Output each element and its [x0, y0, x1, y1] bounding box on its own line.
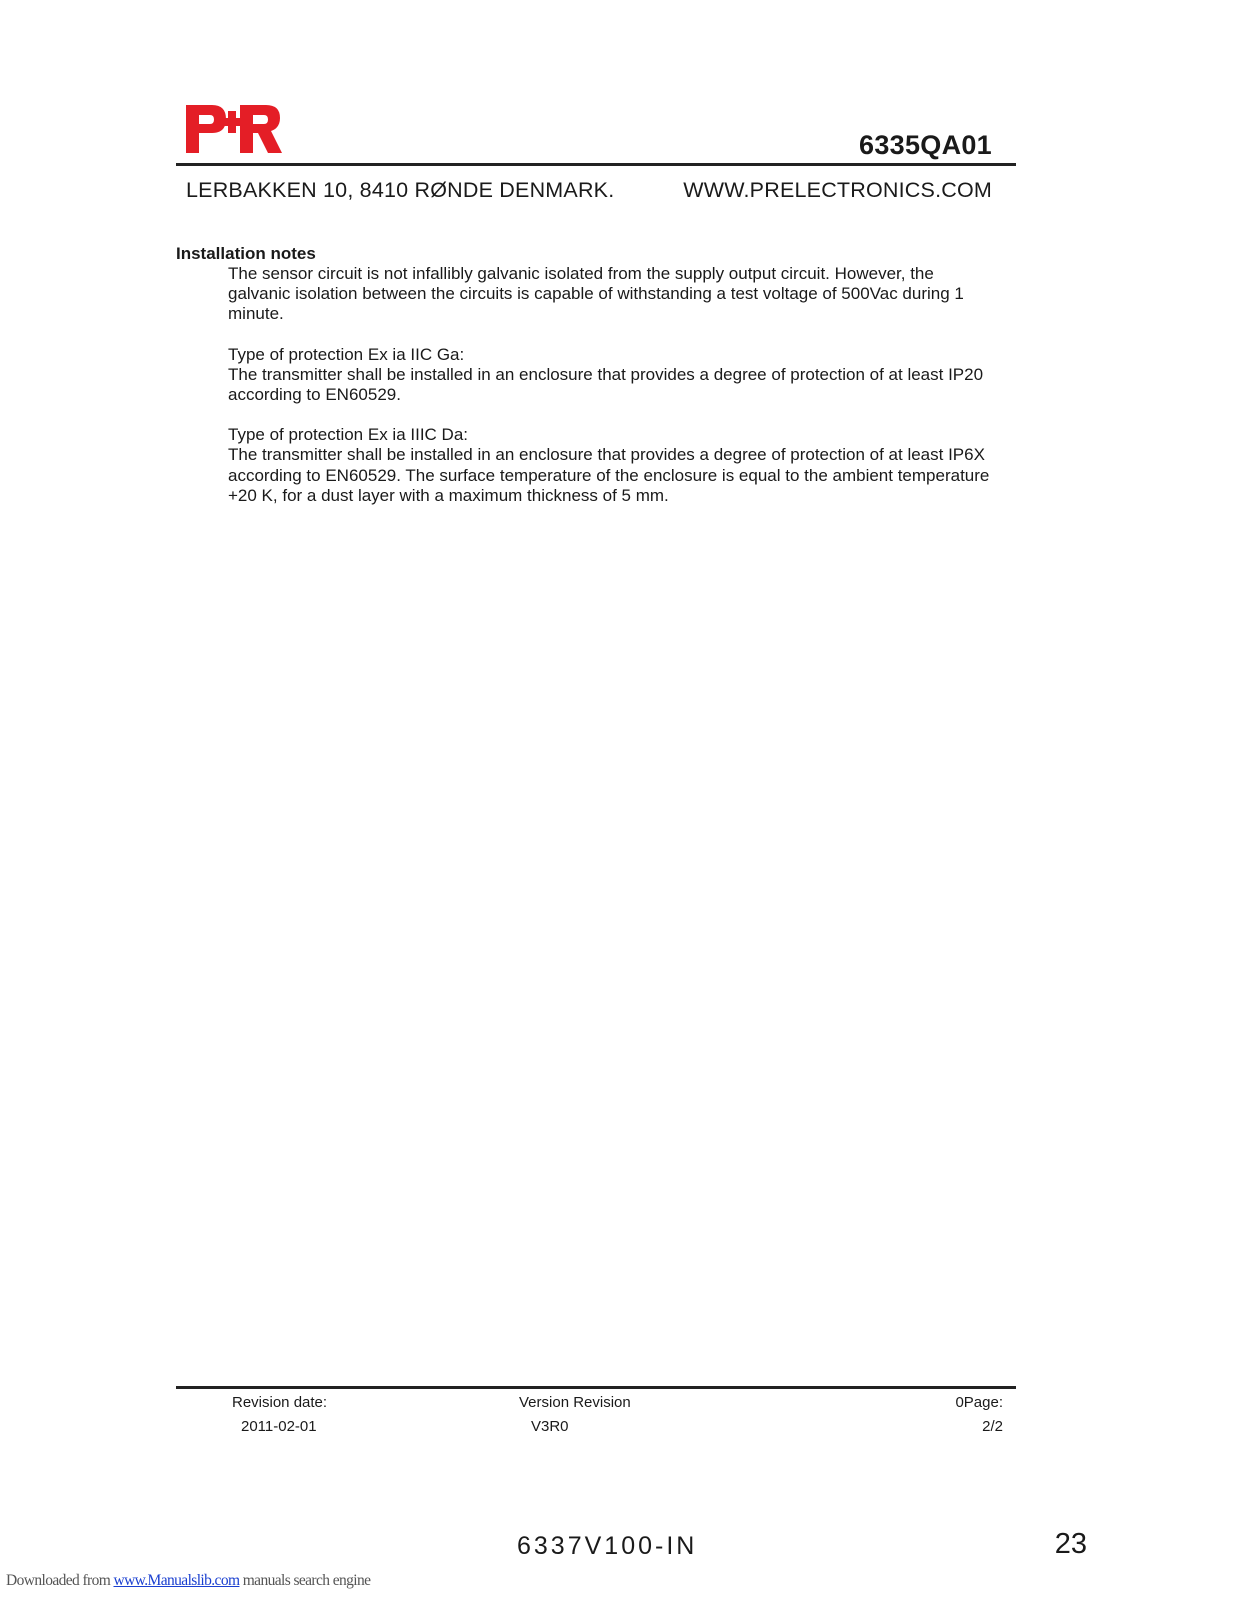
revision-date-label: Revision date: [232, 1394, 328, 1411]
text-line: The transmitter shall be installed in an enclosure that provides a degree of protection of at least IP6X [228, 445, 985, 465]
download-suffix: manuals search engine [239, 1572, 371, 1589]
page-number: 23 [1054, 1528, 1087, 1560]
revision-date-value: 2011-02-01 [241, 1418, 317, 1435]
section-title: Installation notes [176, 244, 316, 263]
text-line: according to EN60529. [228, 385, 401, 405]
pr-logo-mark [186, 105, 282, 153]
text-line: The sensor circuit is not infallibly galvanic isolated from the supply output circuit. However, the [228, 264, 934, 283]
text-line: galvanic isolation between the circuits is capable of withstanding a test voltage of 500Vac during 1 [228, 284, 964, 304]
version-label: Version Revision [519, 1394, 631, 1411]
page-value: 2/2 [982, 1418, 1003, 1435]
header-divider [176, 163, 1016, 166]
text-line: +20 K, for a dust layer with a maximum thickness of 5 mm. [228, 485, 669, 505]
text-line: according to EN60529. The surface temperature of the enclosure is equal to the ambient temperature [228, 465, 990, 485]
download-prefix: Downloaded from [6, 1572, 114, 1589]
page-label: 0Page: [955, 1394, 1003, 1411]
document-id: 6335QA01 [859, 130, 992, 160]
company-website: WWW.PRELECTRONICS.COM [683, 178, 992, 202]
manualslib-link[interactable]: www.Manualslib.com [113, 1572, 240, 1589]
text-line: minute. [228, 304, 284, 324]
installation-notes-body [228, 264, 1023, 526]
paragraph-ex-ia-iic [228, 345, 1023, 406]
manual-id: 6337V100-IN [517, 1532, 698, 1560]
footer-divider [176, 1386, 1016, 1389]
text-line: Type of protection Ex ia IIC Ga: [228, 344, 465, 364]
company-address: LERBAKKEN 10, 8410 RØNDE DENMARK. [186, 178, 615, 202]
download-source-bar [6, 1572, 370, 1590]
paragraph-ex-ia-iiic [228, 425, 1023, 506]
paragraph-isolation [228, 264, 1023, 325]
text-line: The transmitter shall be installed in an enclosure that provides a degree of protection of at least IP20 [228, 364, 984, 384]
version-value: V3R0 [531, 1418, 569, 1435]
text-line: Type of protection Ex ia IIIC Da: [228, 425, 469, 445]
pr-logo [186, 105, 282, 153]
